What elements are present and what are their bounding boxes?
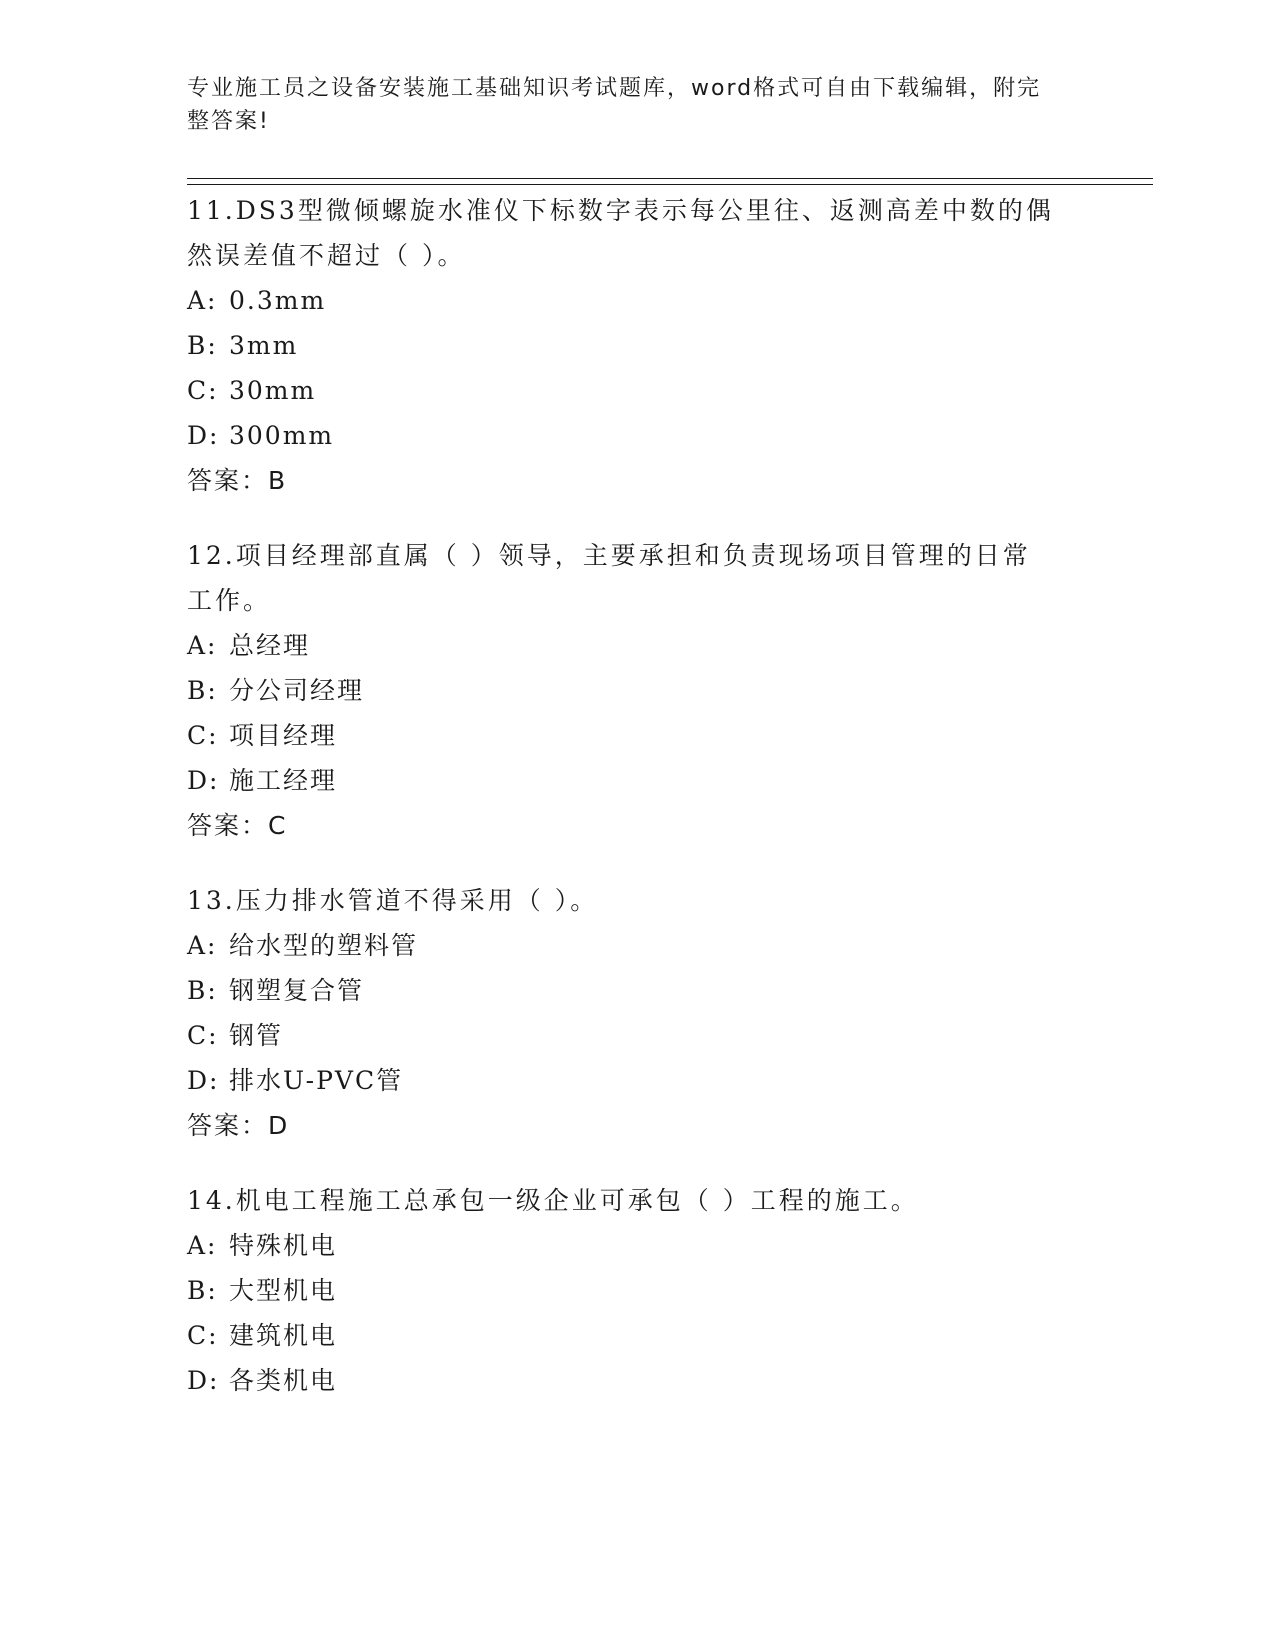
option-label: C: xyxy=(187,1021,219,1050)
option-text: 钢塑复合管 xyxy=(229,976,365,1005)
option-c xyxy=(187,1013,1087,1058)
question-text: 11.DS3型微倾螺旋水准仪下标数字表示每公里往、返测高差中数的偶 xyxy=(187,196,1054,225)
option-label: A: xyxy=(187,931,218,960)
option-text: 排水U-PVC管 xyxy=(229,1066,404,1095)
option-label: D: xyxy=(187,766,220,795)
option-label: B: xyxy=(187,1276,218,1305)
answer-line: 答案：B xyxy=(187,466,288,495)
option-d xyxy=(187,758,1087,803)
option-label: C: xyxy=(187,721,219,750)
option-a xyxy=(187,278,1087,323)
option-text: 大型机电 xyxy=(229,1276,338,1305)
option-text: 总经理 xyxy=(229,631,311,660)
option-text: 0.3mm xyxy=(229,286,327,315)
question-text: 14.机电工程施工总承包一级企业可承包（ ）工程的施工。 xyxy=(187,1186,919,1215)
option-label: A: xyxy=(187,286,218,315)
option-a xyxy=(187,623,1087,668)
header-line-2: 整答案! xyxy=(187,109,270,134)
option-label: A: xyxy=(187,631,218,660)
option-text: 给水型的塑料管 xyxy=(229,931,419,960)
option-label: B: xyxy=(187,676,218,705)
option-d xyxy=(187,1058,1087,1103)
question-text: 13.压力排水管道不得采用（ ）。 xyxy=(187,886,599,915)
question-14 xyxy=(187,1178,1087,1403)
option-label: B: xyxy=(187,976,218,1005)
option-c xyxy=(187,1313,1087,1358)
option-text: 施工经理 xyxy=(229,766,338,795)
option-c xyxy=(187,713,1087,758)
option-text: 建筑机电 xyxy=(229,1321,338,1350)
option-b xyxy=(187,968,1087,1013)
option-label: C: xyxy=(187,376,219,405)
option-a xyxy=(187,1223,1087,1268)
option-label: D: xyxy=(187,1366,220,1395)
header-divider xyxy=(187,178,1153,185)
question-13 xyxy=(187,878,1087,1148)
option-label: B: xyxy=(187,331,218,360)
option-text: 30mm xyxy=(229,376,317,405)
question-text: 12.项目经理部直属（ ）领导，主要承担和负责现场项目管理的日常 xyxy=(187,541,1031,570)
option-c xyxy=(187,368,1087,413)
question-11 xyxy=(187,188,1087,503)
option-a xyxy=(187,923,1087,968)
question-list xyxy=(187,188,1087,1433)
option-label: C: xyxy=(187,1321,219,1350)
option-text: 3mm xyxy=(229,331,299,360)
question-text-continued: 然误差值不超过（ ）。 xyxy=(187,241,466,270)
answer-line: 答案：D xyxy=(187,1111,290,1140)
option-b xyxy=(187,1268,1087,1313)
option-d xyxy=(187,1358,1087,1403)
option-label: D: xyxy=(187,421,220,450)
document-header xyxy=(187,72,1067,138)
option-text: 各类机电 xyxy=(229,1366,338,1395)
option-text: 钢管 xyxy=(229,1021,284,1050)
option-label: D: xyxy=(187,1066,220,1095)
option-d xyxy=(187,413,1087,458)
option-text: 300mm xyxy=(229,421,335,450)
option-b xyxy=(187,323,1087,368)
option-b xyxy=(187,668,1087,713)
option-text: 特殊机电 xyxy=(229,1231,338,1260)
option-text: 分公司经理 xyxy=(229,676,365,705)
option-label: A: xyxy=(187,1231,218,1260)
question-12 xyxy=(187,533,1087,848)
question-text-continued: 工作。 xyxy=(187,586,272,615)
answer-line: 答案：C xyxy=(187,811,288,840)
header-line-1: 专业施工员之设备安装施工基础知识考试题库，word格式可自由下载编辑，附完 xyxy=(187,76,1042,101)
option-text: 项目经理 xyxy=(229,721,338,750)
